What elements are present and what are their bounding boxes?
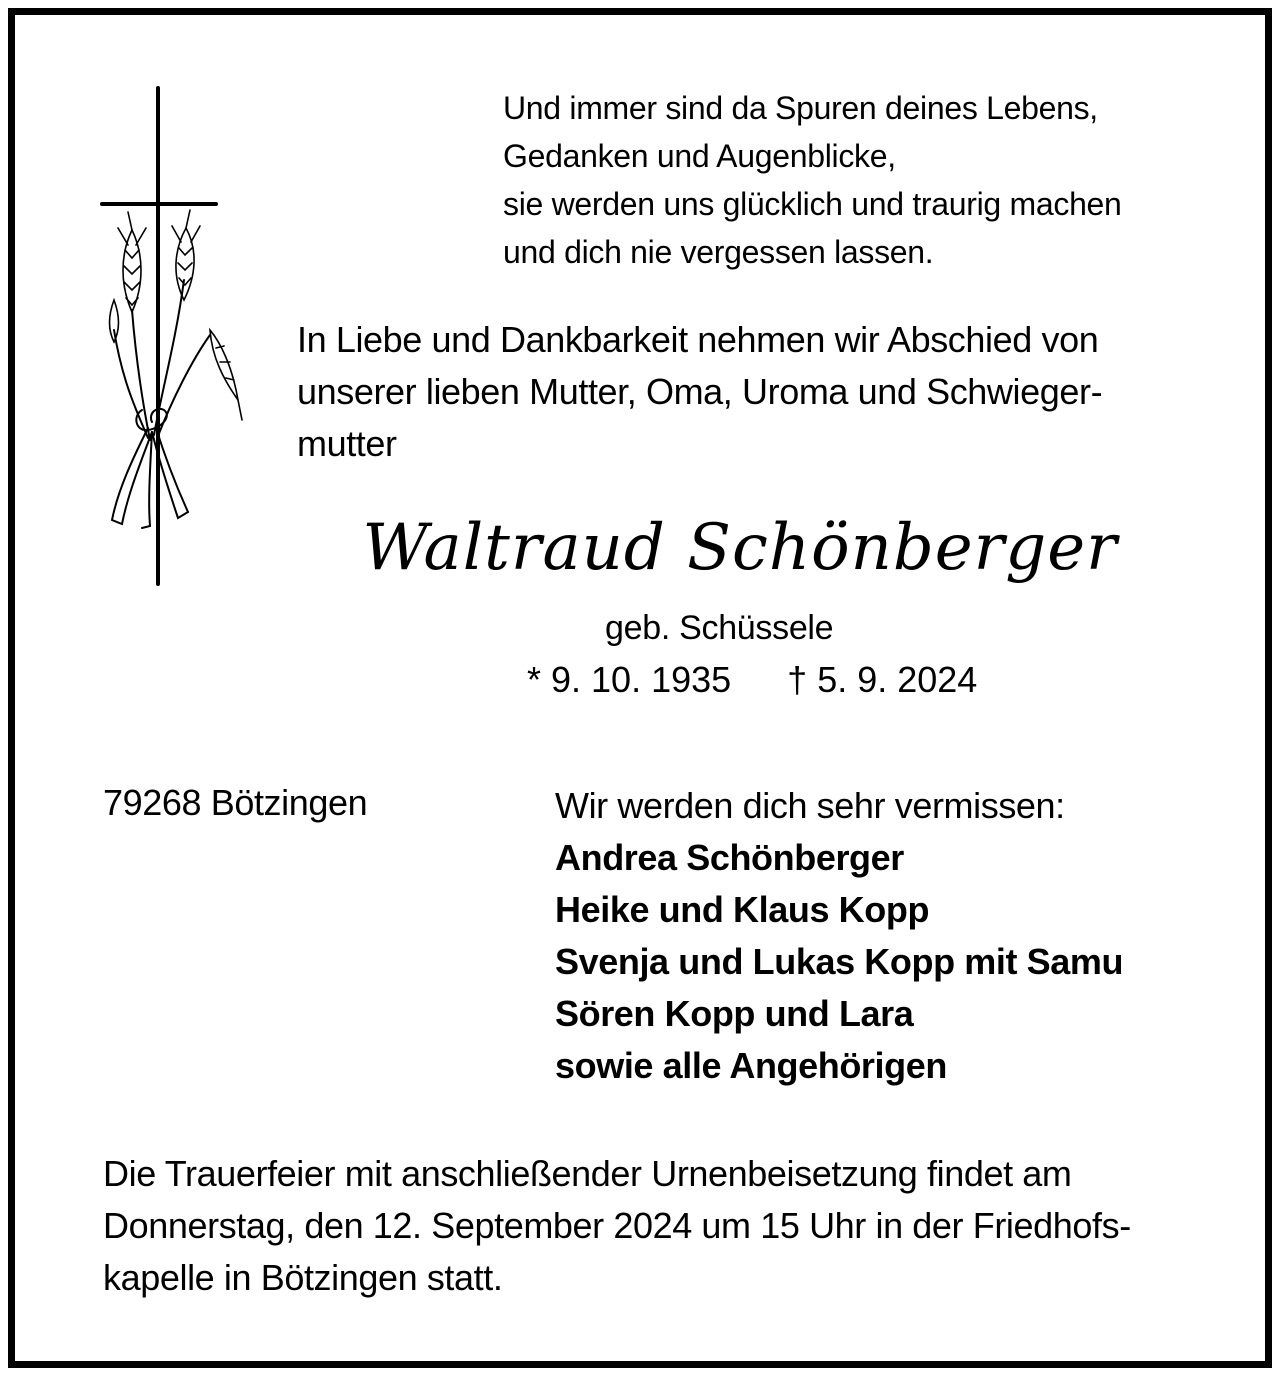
- mourners-lead: Wir werden dich sehr vermissen:: [555, 785, 1065, 826]
- ceremony-notice: [103, 1148, 1183, 1304]
- memorial-poem: [503, 84, 1203, 276]
- farewell-line: unserer lieben Mutter, Oma, Uroma und Schwieger-: [297, 371, 1103, 412]
- mourner-name: Heike und Klaus Kopp: [555, 889, 930, 930]
- farewell-text: [297, 314, 1197, 470]
- cross-with-wheat-icon: [92, 80, 252, 600]
- farewell-line: mutter: [297, 423, 397, 464]
- poem-line: Und immer sind da Spuren deines Lebens,: [503, 90, 1098, 126]
- mourners-block: [555, 780, 1215, 1092]
- death-date: † 5. 9. 2024: [787, 659, 978, 700]
- birth-date: * 9. 10. 1935: [527, 659, 732, 700]
- mourners-list: [555, 832, 1215, 1092]
- poem-line: sie werden uns glücklich und traurig machen: [503, 186, 1122, 222]
- ceremony-line: Donnerstag, den 12. September 2024 um 15 Uhr in der Friedhofs-: [103, 1205, 1131, 1246]
- mourner-name: Sören Kopp und Lara: [555, 993, 914, 1034]
- deceased-name: Waltraud Schönberger: [362, 511, 1118, 585]
- maiden-name: geb. Schüssele: [605, 609, 834, 647]
- ceremony-line: kapelle in Bötzingen statt.: [103, 1257, 503, 1298]
- mourner-name: Andrea Schönberger: [555, 837, 904, 878]
- poem-line: Gedanken und Augenblicke,: [503, 138, 896, 174]
- ceremony-line: Die Trauerfeier mit anschließender Urnenbeisetzung findet am: [103, 1153, 1072, 1194]
- mourner-name: sowie alle Angehörigen: [555, 1045, 947, 1086]
- mourner-name: Svenja und Lukas Kopp mit Samu: [555, 941, 1124, 982]
- life-dates: [527, 657, 977, 703]
- poem-line: und dich nie vergessen lassen.: [503, 234, 934, 270]
- place-of-residence: 79268 Bötzingen: [103, 782, 368, 823]
- farewell-line: In Liebe und Dankbarkeit nehmen wir Abschied von: [297, 319, 1099, 360]
